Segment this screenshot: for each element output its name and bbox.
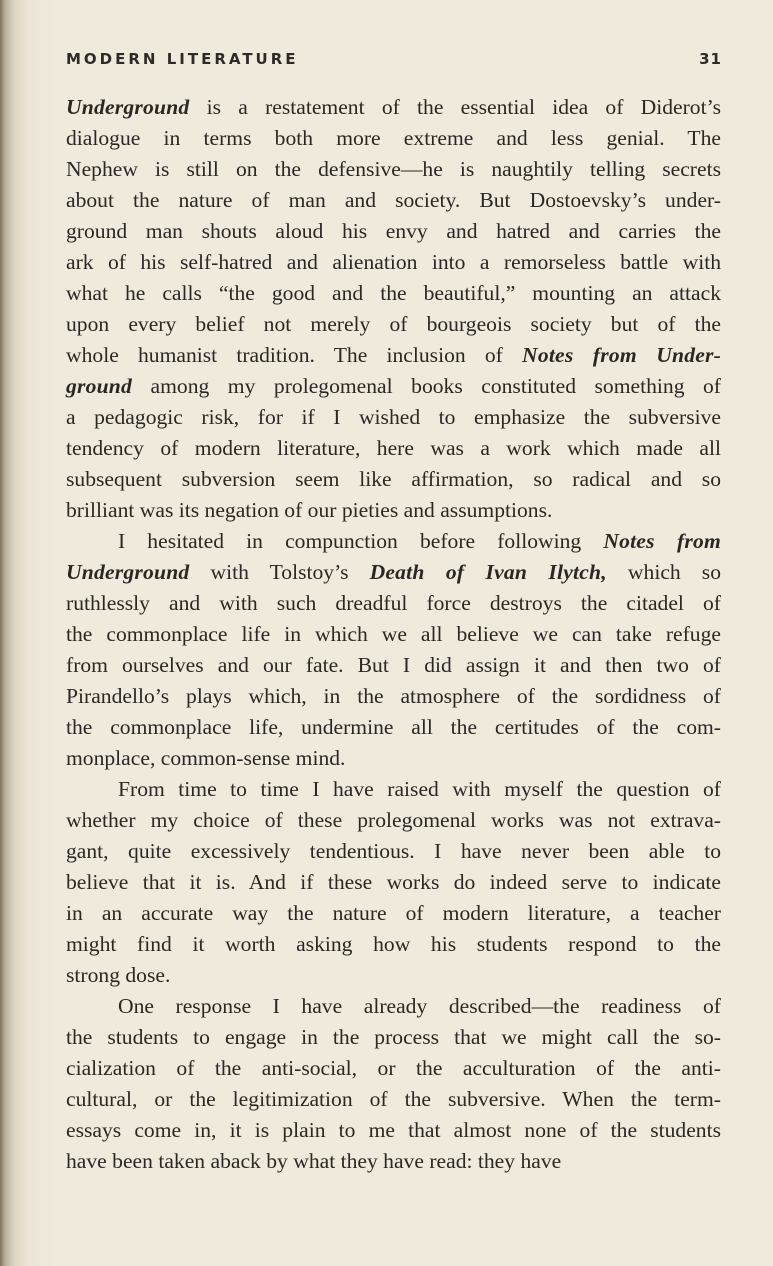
text-run: whole humanist tradition. The inclusion of — [66, 343, 523, 367]
text-line — [66, 960, 721, 991]
text-line — [66, 898, 721, 929]
text-line — [66, 712, 721, 743]
text-line — [66, 123, 721, 154]
text-line — [66, 1146, 721, 1177]
text-run: ground man shouts aloud his envy and hatred and carries the — [66, 219, 721, 243]
text-line — [66, 867, 721, 898]
text-line — [66, 309, 721, 340]
text-run: the commonplace life, undermine all the certitudes of the com- — [66, 715, 721, 739]
text-run: brilliant was its negation of our pieties and assumptions. — [66, 498, 553, 522]
text-line — [66, 1084, 721, 1115]
body-text — [66, 92, 721, 1177]
italic-title: Notes from — [603, 529, 721, 553]
italic-title: Death of Ivan Ilytch, — [369, 560, 607, 584]
italic-title: Underground — [66, 95, 190, 119]
text-line — [66, 991, 721, 1022]
text-line — [66, 774, 721, 805]
text-line — [66, 340, 721, 371]
text-run: ark of his self-hatred and alienation into a remorseless battle with — [66, 250, 721, 274]
text-line — [66, 557, 721, 588]
text-line — [66, 1022, 721, 1053]
text-line — [66, 92, 721, 123]
italic-title: Notes from Under- — [522, 343, 721, 367]
text-run: the students to engage in the process that we might call the so- — [66, 1025, 721, 1049]
text-run: what he calls “the good and the beautiful,” mounting an attack — [66, 281, 721, 305]
text-run: whether my choice of these prolegomenal works was not extrava- — [66, 808, 721, 832]
text-run: essays come in, it is plain to me that almost none of the students — [66, 1118, 721, 1142]
text-line — [66, 402, 721, 433]
text-run: subsequent subversion seem like affirmation, so radical and so — [66, 467, 721, 491]
text-line — [66, 619, 721, 650]
text-run: dialogue in terms both more extreme and less genial. The — [66, 126, 721, 150]
text-line — [66, 464, 721, 495]
text-run: the commonplace life in which we all believe we can take refuge — [66, 622, 721, 646]
text-run: ruthlessly and with such dreadful force destroys the citadel of — [66, 591, 721, 615]
text-run: cultural, or the legitimization of the subversive. When the term- — [66, 1087, 721, 1111]
text-run: which so — [606, 560, 721, 584]
text-line — [66, 929, 721, 960]
text-line — [66, 1115, 721, 1146]
paragraph — [66, 92, 721, 526]
text-run: with Tolstoy’s — [189, 560, 370, 584]
text-run: believe that it is. And if these works do indeed serve to indicate — [66, 870, 721, 894]
text-line — [66, 216, 721, 247]
text-line — [66, 1053, 721, 1084]
text-run: might find it worth asking how his students respond to the — [66, 932, 721, 956]
text-line — [66, 433, 721, 464]
text-line — [66, 588, 721, 619]
page-header — [66, 50, 722, 74]
text-run: from ourselves and our fate. But I did assign it and then two of — [66, 653, 721, 677]
text-run: From time to time I have raised with myself the question of — [118, 777, 721, 801]
text-line — [66, 371, 721, 402]
text-run: Pirandello’s plays which, in the atmosphere of the sordidness of — [66, 684, 721, 708]
text-line — [66, 650, 721, 681]
text-run: monplace, common-sense mind. — [66, 746, 346, 770]
text-line — [66, 495, 721, 526]
text-line — [66, 836, 721, 867]
text-line — [66, 805, 721, 836]
text-run: a pedagogic risk, for if I wished to emphasize the subversive — [66, 405, 721, 429]
text-run: among my prolegomenal books constituted something of — [132, 374, 721, 398]
text-run: cialization of the anti-social, or the acculturation of the anti- — [66, 1056, 721, 1080]
italic-title: ground — [66, 374, 133, 398]
text-run: upon every belief not merely of bourgeois society but of the — [66, 312, 721, 336]
text-line — [66, 743, 721, 774]
text-run: Nephew is still on the defensive—he is naughtily telling secrets — [66, 157, 721, 181]
page-number: 31 — [699, 50, 722, 68]
paragraph — [66, 526, 721, 774]
text-run: tendency of modern literature, here was a work which made all — [66, 436, 721, 460]
text-run: have been taken aback by what they have read: they have — [66, 1149, 562, 1173]
running-head: MODERN LITERATURE — [66, 50, 299, 68]
text-run: about the nature of man and society. But Dostoevsky’s under- — [66, 188, 721, 212]
text-run: strong dose. — [66, 963, 171, 987]
text-run: One response I have already described—the readiness of — [118, 994, 721, 1018]
paragraph — [66, 774, 721, 991]
text-run: gant, quite excessively tendentious. I have never been able to — [66, 839, 721, 863]
text-line — [66, 247, 721, 278]
italic-title: Underground — [66, 560, 190, 584]
text-run: is a restatement of the essential idea of Diderot’s — [189, 95, 721, 119]
text-line — [66, 526, 721, 557]
text-line — [66, 681, 721, 712]
text-line — [66, 154, 721, 185]
text-line — [66, 278, 721, 309]
text-run: I hesitated in compunction before following — [118, 529, 604, 553]
paragraph — [66, 991, 721, 1177]
text-run: in an accurate way the nature of modern literature, a teacher — [66, 901, 721, 925]
text-line — [66, 185, 721, 216]
